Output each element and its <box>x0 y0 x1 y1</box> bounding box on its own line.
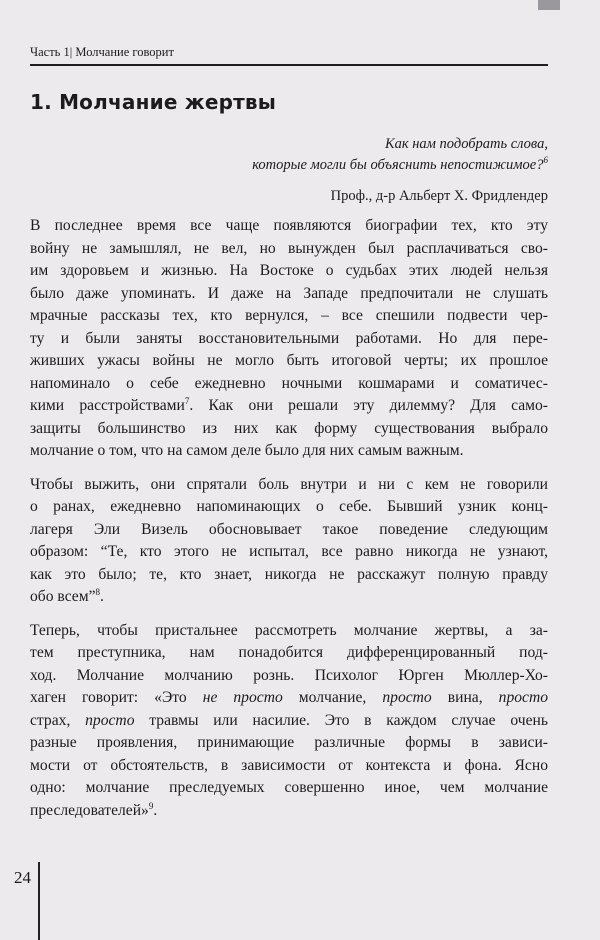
text-line: разные проявления, принимающие различные формы в зависи- <box>30 734 548 751</box>
text-line <box>30 586 548 609</box>
text-line: живших ужасы войны не могло быть итоговой черты; их прошлое <box>30 352 548 369</box>
text-segment: вина, <box>431 689 499 706</box>
text-segment: страх, <box>30 711 86 729</box>
text-line: Чтобы выжить, они спрятали боль внутри и ни с кем не говорили <box>30 475 548 493</box>
text-segment: . <box>100 588 104 605</box>
text-line: Теперь, чтобы пристальнее рассмотреть молчание жертвы, а за- <box>30 621 548 639</box>
page-number: 24 <box>14 868 31 887</box>
text-segment: хаген говорит: «Это <box>30 689 203 706</box>
text-segment: молчание, <box>282 689 383 706</box>
text-line: молчание о том, что на самом деле было для них самым важным. <box>30 442 464 459</box>
footnote-ref: 7 <box>184 395 190 406</box>
emphasis: просто <box>382 689 432 706</box>
running-header: Часть 1| Молчание говорит <box>30 45 548 66</box>
emphasis: не просто <box>202 689 283 706</box>
text-segment: обо всем” <box>30 588 96 605</box>
text-line: им здоровьем и жизнью. На Востоке о судьбах этих людей нельзя <box>30 262 548 279</box>
emphasis: просто <box>498 689 549 706</box>
epigraph-line: Как нам подобрать слова, <box>384 136 548 152</box>
paragraph-3 <box>30 620 548 823</box>
text-line: как это было; те, кто знает, никогда не расскажут полную правду <box>30 565 548 583</box>
text-line: образом: “Те, кто этого не испытал, все равно никогда не узнают, <box>30 543 548 560</box>
text-segment: кими расстройствами <box>30 397 185 414</box>
footnote-ref: 6 <box>543 155 548 166</box>
section-title: 1. Молчание жертвы <box>30 90 277 114</box>
text-line <box>30 800 548 823</box>
text-line: напоминало о себе ежедневно ночными кошмарами и соматичес- <box>30 374 548 392</box>
epigraph <box>30 134 548 176</box>
emphasis: просто <box>85 711 135 729</box>
text-line: было даже упоминать. И даже на Западе предпочитали не слушать <box>30 284 548 302</box>
text-line: лагеря Эли Визель обосновывает такое поведение следующим <box>30 520 548 538</box>
text-line: тем преступника, нам понадобится дифференцированный под- <box>30 644 548 661</box>
text-line: В последнее время все чаще появляются биографии тех, кто эту <box>30 217 548 234</box>
text-segment: . Как они решали эту дилемму? Для само- <box>189 397 548 414</box>
page-content <box>30 90 548 833</box>
text-line: мости от обстоятельств, в зависимости от контекста и фона. Ясно <box>30 756 548 774</box>
text-line: защиты большинство из них как форму существования выбрало <box>30 419 548 437</box>
text-line: ту и были заняты восстановительными работами. Но для пере- <box>30 329 548 347</box>
page-edge-line <box>38 862 40 940</box>
text-line <box>30 710 548 733</box>
epigraph-line <box>30 155 548 176</box>
text-segment: преследователей» <box>30 801 149 819</box>
text-line: войну не замышлял, не вел, но вынужден был расплачиваться сво- <box>30 239 548 257</box>
text-line: мрачные рассказы тех, кто вернулся, – все спешили подвести чер- <box>30 307 548 324</box>
epigraph-attribution: Проф., д-р Альберт Х. Фридлендер <box>330 188 548 204</box>
paragraph-1 <box>30 215 548 463</box>
paragraph-2 <box>30 474 548 609</box>
text-line: о ранах, ежедневно напоминающих о себе. Бывший узник конц- <box>30 498 548 515</box>
page-corner-mark <box>538 0 560 10</box>
text-segment: . <box>153 801 158 819</box>
epigraph-line-text: которые могли бы объяснить непостижимое? <box>252 157 544 173</box>
footnote-ref: 9 <box>148 800 154 811</box>
text-segment: травмы или насилие. Это в каждом случае очень <box>134 711 548 729</box>
text-line <box>30 687 548 710</box>
text-line <box>30 395 548 418</box>
text-line: одно: молчание преследуемых совершенно иное, чем молчание <box>30 779 548 796</box>
footnote-ref: 8 <box>95 586 101 597</box>
text-line: ход. Молчание молчанию рознь. Психолог Юрген Мюллер-Хо- <box>30 666 548 684</box>
